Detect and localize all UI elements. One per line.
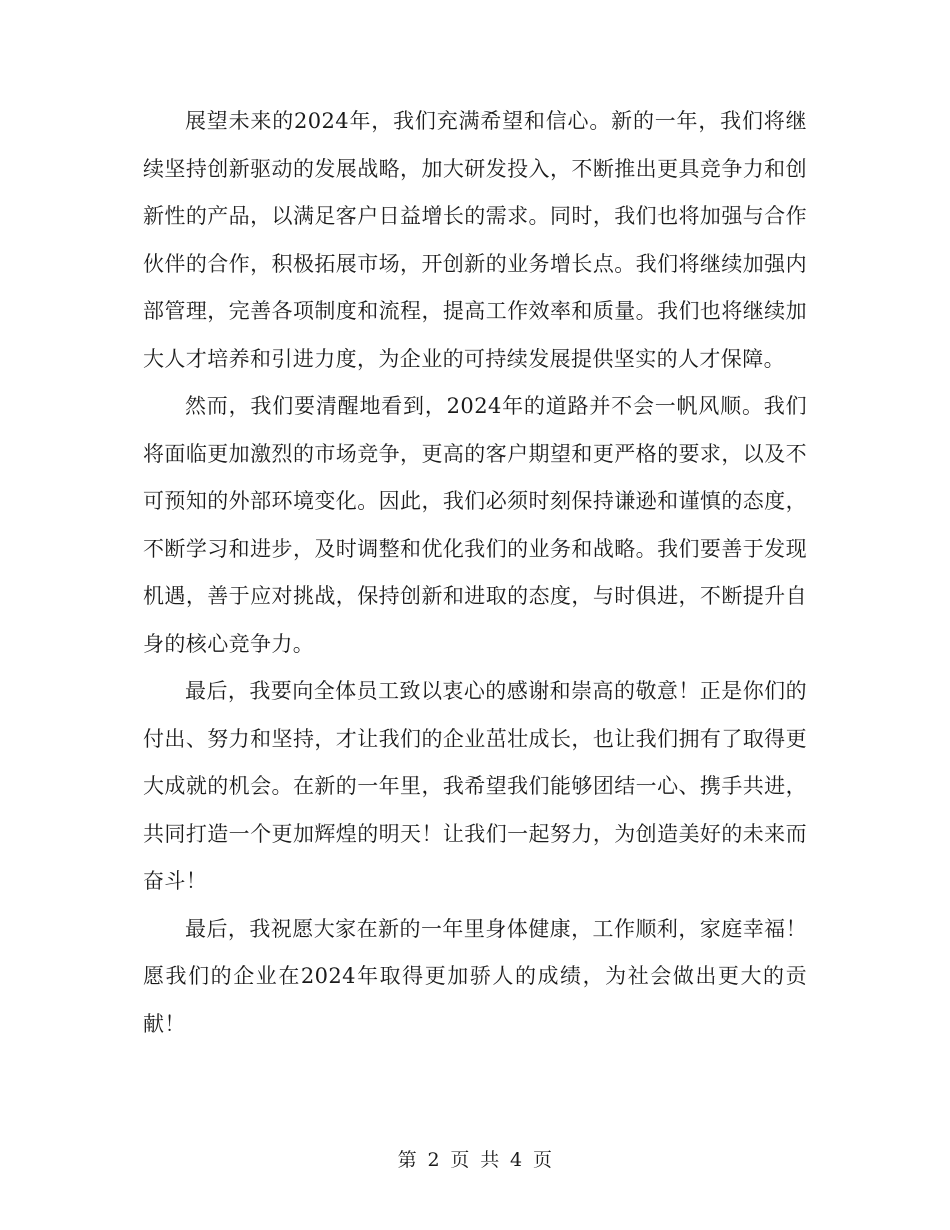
body-paragraph-3: 最后，我要向全体员工致以衷心的感谢和崇高的敬意！正是你们的付出、努力和坚持，才让我们的企业茁壮成长，也让我们拥有了取得更大成就的机会。在新的一年里，我希望我们能够团结一心、携手共进，共同打造一个更加辉煌的明天！让我们一起努力，为创造美好的未来而奋斗！ — [143, 679, 807, 893]
page-number-footer: 第 2 页 共 4 页 — [397, 1149, 553, 1171]
body-paragraph-4: 最后，我祝愿大家在新的一年里身体健康，工作顺利，家庭幸福！愿我们的企业在2024年取得更加骄人的成绩，为社会做出更大的贡献！ — [143, 916, 807, 1036]
body-paragraph-2: 然而，我们要清醒地看到，2024年的道路并不会一帆风顺。我们将面临更加激烈的市场竞争，更高的客户期望和更严格的要求，以及不可预知的外部环境变化。因此，我们必须时刻保持谦逊和谨慎的态度，不断学习和进步，及时调整和优化我们的业务和战略。我们要善于发现机遇，善于应对挑战，保持创新和进取的态度，与时俱进，不断提升自身的核心竞争力。 — [143, 394, 807, 656]
body-paragraph-1: 展望未来的2024年，我们充满希望和信心。新的一年，我们将继续坚持创新驱动的发展战略，加大研发投入，不断推出更具竞争力和创新性的产品，以满足客户日益增长的需求。同时，我们也将加强与合作伙伴的合作，积极拓展市场，开创新的业务增长点。我们将继续加强内部管理，完善各项制度和流程，提高工作效率和质量。我们也将继续加大人才培养和引进力度，为企业的可持续发展提供坚实的人才保障。 — [143, 109, 807, 371]
